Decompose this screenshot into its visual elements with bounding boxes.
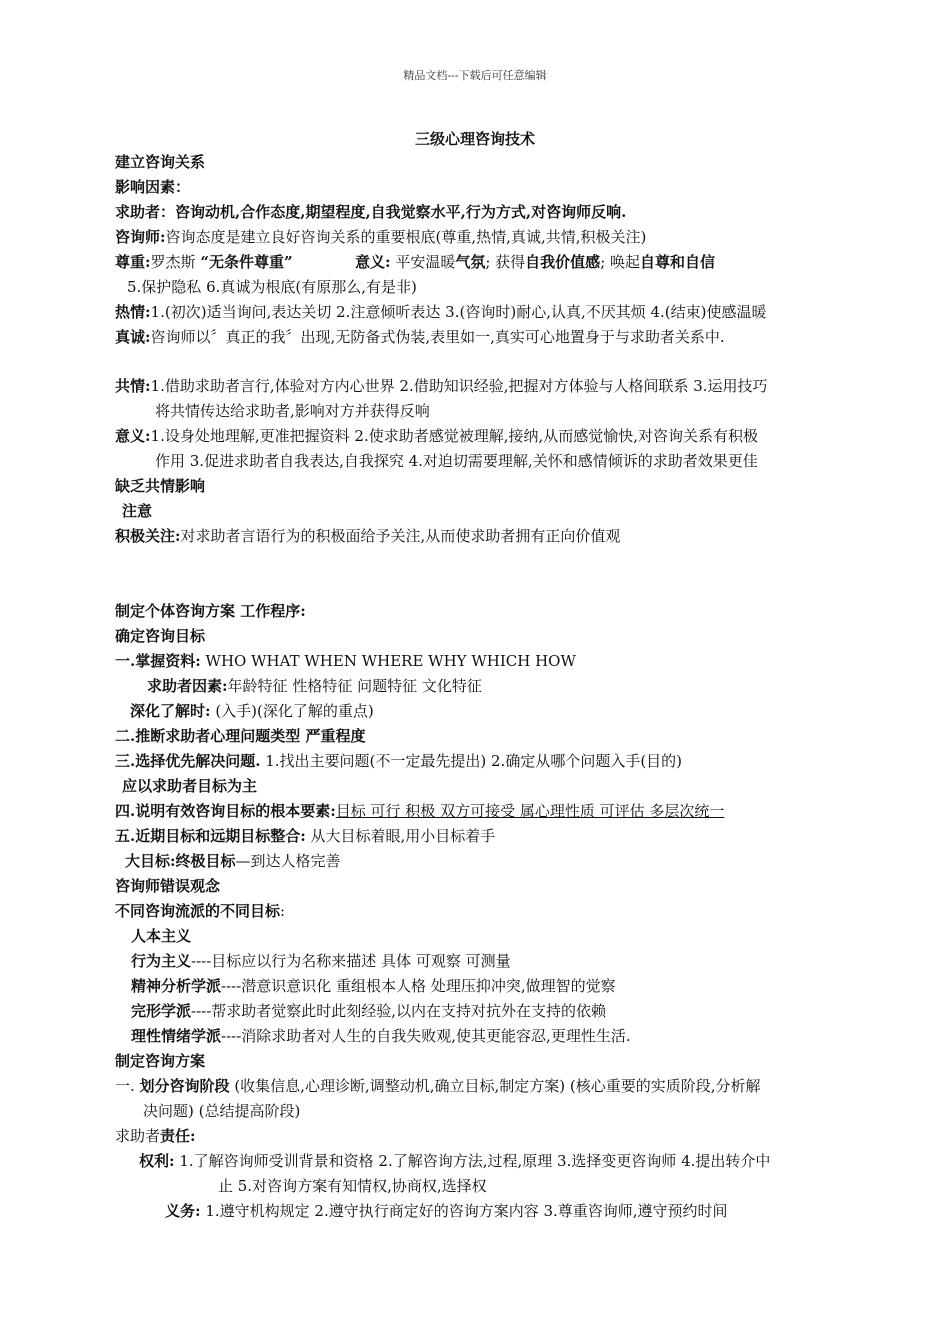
ret-label: 理性情绪学派 — [131, 1027, 222, 1045]
item-4-label: 四.说明有效咨询目标的根本要素: — [115, 802, 336, 820]
page-header-watermark: 精品文档---下载后可任意编辑 — [403, 69, 547, 82]
schools-label: 不同咨询流派的不同目标 — [115, 902, 281, 920]
item-1-deep-label: 深化了解时: — [130, 702, 211, 720]
item-1 — [115, 651, 576, 671]
meaning-label: 意义: — [355, 253, 391, 271]
rights-text-2: 止 5.对咨询方案有知情权,协商权,选择权 — [218, 1177, 487, 1195]
empathy-meaning-line — [115, 426, 758, 446]
empathy-meaning-label: 意义: — [115, 427, 151, 445]
document-title: 三级心理咨询技术 — [414, 130, 535, 148]
meaning-a: 平安温暖 — [390, 253, 456, 271]
ret-text: ----消除求助者对人生的自我失败观,使其更能容忍,更理性生活. — [221, 1027, 631, 1045]
respect-items: 5.保护隐私 6.真诚为根底(有原那么,有是非) — [127, 278, 417, 296]
plan-stage-text-2: 决问题) (总结提高阶段) — [143, 1102, 301, 1120]
respect-meaning — [355, 252, 715, 272]
schools-colon: : — [280, 902, 286, 920]
responsibility-line — [115, 1126, 196, 1146]
plan-stage — [115, 1076, 761, 1096]
respect-line — [115, 252, 293, 272]
positive-text: 对求助者言语行为的积极面给予关注,从而使求助者拥有正向价值观 — [180, 527, 621, 545]
rights-text-1: 1.了解咨询师受训背景和资格 2.了解咨询方法,过程,原理 3.选择变更咨询师 4.提出转介中 — [174, 1152, 771, 1170]
psychoanalysis-label: 精神分析学派 — [131, 977, 222, 995]
gestalt — [131, 1001, 606, 1021]
factors-heading: 影响因素： — [115, 178, 191, 196]
item-1-sub-text: 年龄特征 性格特征 问题特征 文化特征 — [227, 677, 482, 695]
plan-stage-prefix: 一. — [115, 1077, 140, 1095]
responsibility-b: 责任: — [160, 1127, 196, 1145]
ret — [131, 1026, 631, 1046]
plan-stage-label: 划分咨询阶段 — [139, 1077, 230, 1095]
client-factors-line — [115, 202, 626, 222]
client-label: 求助者： — [115, 203, 176, 221]
meaning-c: ; 获得 — [485, 253, 526, 271]
item-3-sub: 应以求助者目标为主 — [122, 777, 258, 795]
item-1-deep-text: (入手)(深化了解的重点) — [210, 702, 374, 720]
humanism: 人本主义 — [131, 927, 192, 945]
plan-stage-text: (收集信息,心理诊断,调整动机,确立目标,制定方案) (核心重要的实质阶段,分析解 — [229, 1077, 761, 1095]
client-text: 咨询动机,合作态度,期望程度,自我觉察水平,行为方式,对咨询师反响. — [175, 203, 627, 221]
warmth-text: 1.(初次)适当询问,表达关切 2.注意倾听表达 3.(咨询时)耐心,认真,不厌其烦 4.(结束)使感温暖 — [150, 303, 767, 321]
empathy-meaning-text-1: 1.设身处地理解,更准把握资料 2.使求助者感觉被理解,接纳,从而感觉愉快,对咨询关系有积极 — [150, 427, 759, 445]
empathy-line — [115, 376, 768, 396]
warmth-label: 热情: — [115, 303, 151, 321]
meaning-e: ; 唤起 — [600, 253, 641, 271]
counselor-line — [115, 227, 646, 247]
counselor-text: 咨询态度是建立良好咨询关系的重要根底(尊重,热情,真诚,共情,积极关注) — [165, 228, 647, 246]
empathy-meaning-text-2: 作用 3.促进求助者自我表达,自我探究 4.对迫切需要理解,关怀和感情倾诉的求助者效果更佳 — [155, 452, 758, 470]
empathy-text-1: 1.借助求助者言行,体验对方内心世界 2.借助知识经验,把握对方体验与人格间联系 3.运用技巧 — [150, 377, 768, 395]
genuine-line — [115, 327, 725, 347]
behaviorism-text: ----目标应以行为名称来描述 具体 可观察 可测量 — [191, 952, 511, 970]
meaning-f: 自尊和自信 — [640, 253, 716, 271]
gestalt-label: 完形学派 — [131, 1002, 192, 1020]
item-5-sub — [125, 851, 341, 871]
respect-label: 尊重: — [115, 253, 151, 271]
item-1-text: WHO WHAT WHEN WHERE WHY WHICH HOW — [200, 652, 576, 670]
item-5 — [115, 826, 495, 846]
responsibility-a: 求助者 — [115, 1127, 161, 1145]
counselor-label: 咨询师: — [115, 228, 166, 246]
section-heading-2: 制定个体咨询方案 工作程序: — [115, 602, 306, 620]
duties-text: 1.遵守机构规定 2.遵守执行商定好的咨询方案内容 3.尊重咨询师,遵守预约时间 — [200, 1202, 728, 1220]
duties-label: 义务: — [165, 1202, 201, 1220]
psychoanalysis-text: ----潜意识意识化 重组根本人格 处理压抑冲突,做理智的觉察 — [221, 977, 616, 995]
item-2: 二.推断求助者心理问题类型 严重程度 — [115, 727, 366, 745]
duties-line — [165, 1201, 728, 1221]
rights-label: 权利: — [139, 1152, 175, 1170]
empathy-label: 共情: — [115, 377, 151, 395]
plan-heading: 制定咨询方案 — [115, 1052, 206, 1070]
item-4 — [115, 801, 724, 821]
item-5-sub-text: —到达人格完善 — [235, 852, 341, 870]
empathy-text-2: 将共情传达给求助者,影响对方并获得反响 — [155, 402, 430, 420]
item-1-sub — [147, 676, 482, 696]
item-1-sub-label: 求助者因素: — [147, 677, 228, 695]
schools-heading — [115, 901, 285, 921]
meaning-d: 自我价值感 — [525, 253, 601, 271]
item-3-text: 1.找出主要问题(不一定最先提出) 2.确定从哪个问题入手(目的) — [260, 752, 683, 770]
item-3-label: 三.选择优先解决问题. — [115, 752, 261, 770]
behaviorism — [131, 951, 511, 971]
item-1-label: 一.掌握资料: — [115, 652, 201, 670]
behaviorism-label: 行为主义 — [131, 952, 192, 970]
errors-heading: 咨询师错误观念 — [115, 877, 221, 895]
goal-heading: 确定咨询目标 — [115, 627, 206, 645]
item-5-text: 从大目标着眼,用小目标着手 — [305, 827, 496, 845]
item-5-sub-label: 大目标:终极目标 — [125, 852, 236, 870]
positive-label: 积极关注: — [115, 527, 181, 545]
respect-quote: “无条件尊重” — [200, 253, 293, 271]
genuine-text: 咨询师以〞真正的我〞出现,无防备式伪装,表里如一,真实可心地置身于与求助者关系中. — [150, 328, 725, 346]
section-heading: 建立咨询关系 — [115, 153, 206, 171]
item-5-label: 五.近期目标和远期目标整合: — [115, 827, 306, 845]
item-3 — [115, 751, 682, 771]
note-heading: 注意 — [122, 502, 153, 520]
item-1-deep — [130, 701, 374, 721]
item-4-text: 目标 可行 积极 双方可接受 属心理性质 可评估 多层次统一 — [335, 802, 725, 820]
lack-empathy-heading: 缺乏共情影响 — [115, 477, 206, 495]
meaning-b: 气氛 — [455, 253, 486, 271]
respect-text: 罗杰斯 — [150, 253, 201, 271]
genuine-label: 真诚: — [115, 328, 151, 346]
gestalt-text: ----帮求助者觉察此时此刻经验,以内在支持对抗外在支持的依赖 — [191, 1002, 607, 1020]
rights-line — [139, 1151, 770, 1171]
positive-regard-line — [115, 526, 620, 546]
warmth-line — [115, 302, 767, 322]
psychoanalysis — [131, 976, 616, 996]
